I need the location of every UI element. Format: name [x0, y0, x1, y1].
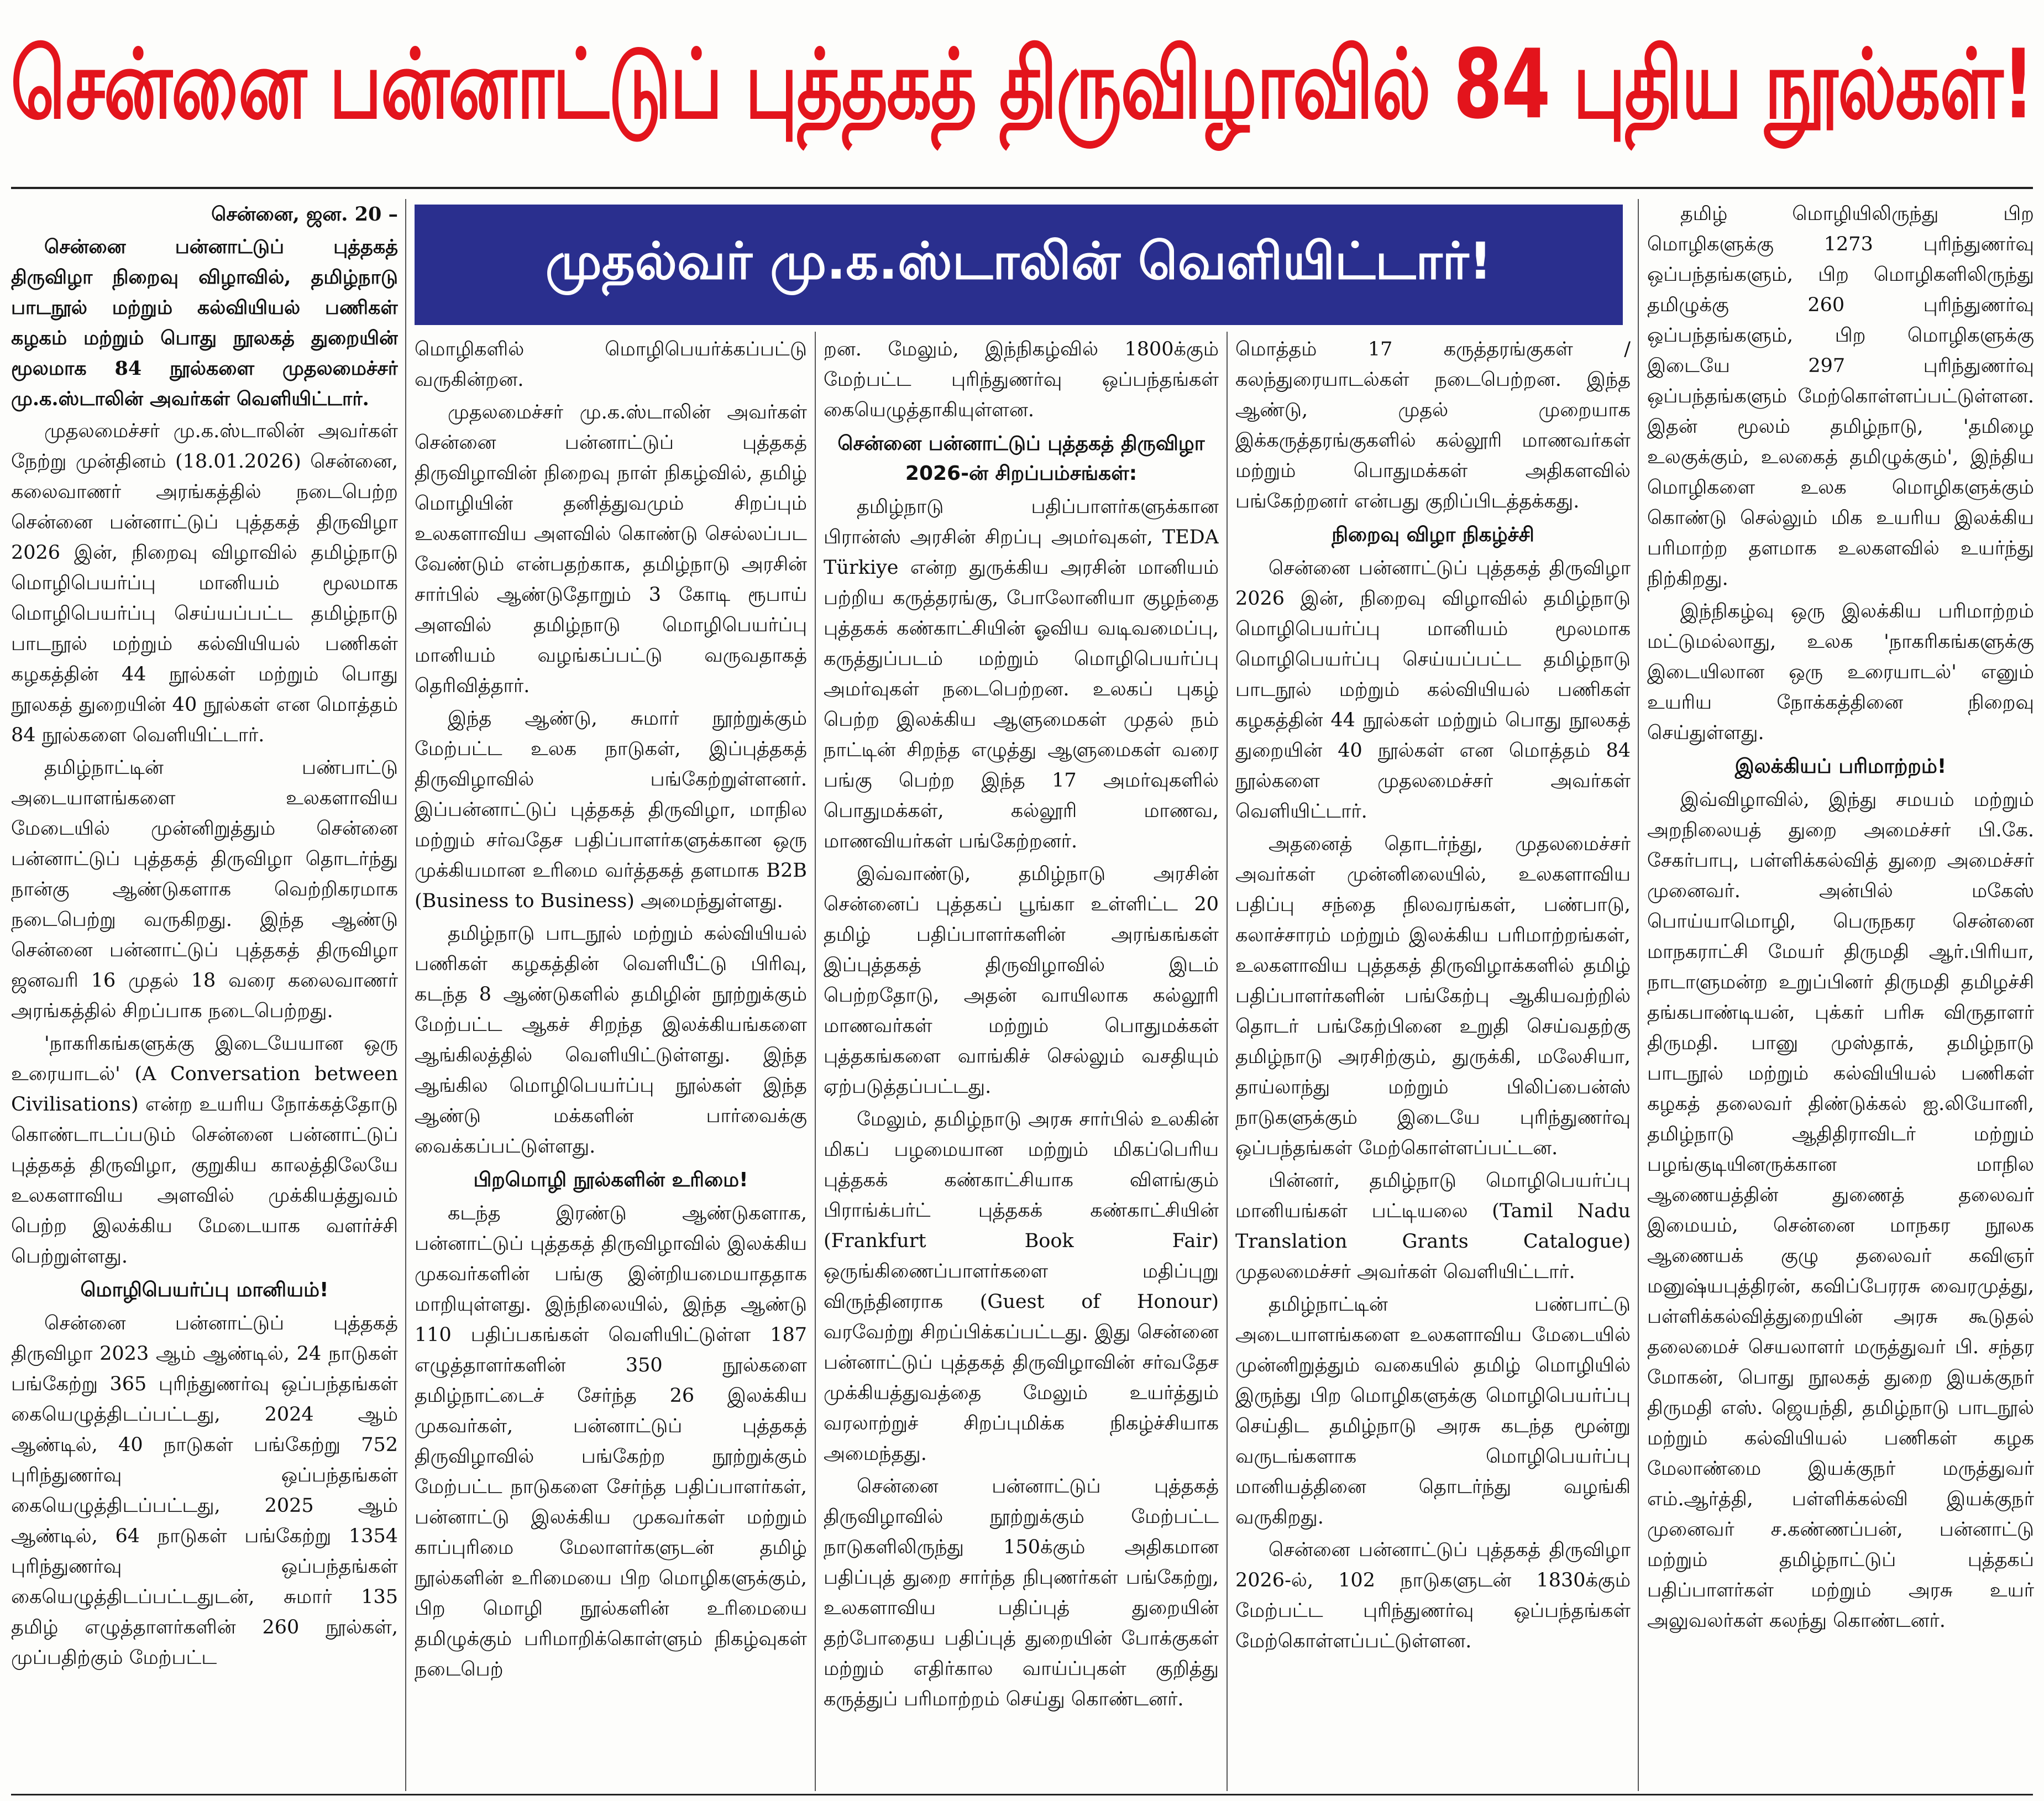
lead-paragraph: சென்னை பன்னாட்டுப் புத்தகத் திருவிழா நிறைவு விழாவில், தமிழ்நாடு பாடநூல் மற்றும் கல்வியியல் பணிகள் கழகம் மற்றும் பொது நூலகத் துறையின் மூலமாக 84 நூல்களை முதலமைச்சர் மு.க.ஸ்டாலின் அவர்கள் வெளியிட்டார். — [11, 235, 398, 410]
column-divider — [815, 332, 816, 1791]
column-2 — [415, 334, 807, 1791]
section-heading: சென்னை பன்னாட்டுப் புத்தகத் திருவிழா 2026-ன் சிறப்பம்சங்கள்: — [837, 432, 1205, 485]
column-1 — [11, 199, 398, 1791]
paragraph: சென்னை பன்னாட்டுப் புத்தகத் திருவிழா 2026-ல், 102 நாடுகளுடன் 1830க்கும் மேற்பட்ட புரிந்துணர்வு ஒப்பந்தங்கள் மேற்கொள்ளப்பட்டுள்ளன. — [1235, 1539, 1631, 1652]
subheadline-banner — [415, 205, 1623, 325]
section-heading: நிறைவு விழா நிகழ்ச்சி — [1332, 523, 1534, 546]
paragraph: சென்னை பன்னாட்டுப் புத்தகத் திருவிழா 2026 இன், நிறைவு விழாவில் தமிழ்நாடு மொழிபெயர்ப்பு மானியம் மூலமாக மொழிபெயர்ப்பு செய்யப்பட்ட தமிழ்நாடு பாடநூல் மற்றும் கல்வியியல் பணிகள் கழகத்தின் 44 நூல்கள் மற்றும் பொது நூலகத் துறையின் 40 நூல்கள் என மொத்தம் 84 நூல்களை முதலமைச்சர் அவர்கள் வெளியிட்டார். — [1235, 557, 1631, 823]
paragraph: சென்னை பன்னாட்டுப் புத்தகத் திருவிழாவில் நூற்றுக்கும் மேற்பட்ட நாடுகளிலிருந்து 150க்கும் அதிகமான பதிப்புத் துறை சார்ந்த நிபுணர்கள் பங்கேற்று, உலகளாவிய பதிப்புத் துறையின் தற்போதைய பதிப்புத் துறையின் போக்குகள் மற்றும் எதிர்கால வாய்ப்புகள் குறித்து கருத்துப் பரிமாற்றம் செய்து கொண்டனர். — [824, 1475, 1219, 1710]
paragraph: மொழிகளில் மொழிபெயர்க்கப்பட்டு வருகின்றன. — [415, 338, 807, 391]
headline: சென்னை பன்னாட்டுப் புத்தகத் திருவிழாவில் 84 புதிய நூல்கள்! — [11, 29, 2033, 141]
paragraph: இந்நிகழ்வு ஒரு இலக்கிய பரிமாற்றம் மட்டுமல்லாது, உலக 'நாகரிகங்களுக்கு இடையிலான ஒரு உரையாடல்' எனும் உயரிய நோக்கத்தினை நிறைவு செய்துள்ளது. — [1647, 600, 2034, 744]
paragraph: இவ்வாண்டு, தமிழ்நாடு அரசின் சென்னைப் புத்தகப் பூங்கா உள்ளிட்ட 20 தமிழ் பதிப்பாளர்களின் அரங்கங்கள் இப்புத்தகத் திருவிழாவில் இடம் பெற்றதோடு, அதன் வாயிலாக கல்லூரி மாணவர்கள் மற்றும் பொதுமக்கள் புத்தகங்களை வாங்கிச் செல்லும் வசதியும் ஏற்படுத்தப்பட்டது. — [824, 863, 1219, 1098]
section-heading: மொழிபெயர்ப்பு மானியம்! — [80, 1279, 329, 1301]
section-heading: பிறமொழி நூல்களின் உரிமை! — [473, 1169, 748, 1191]
paragraph: கடந்த இரண்டு ஆண்டுகளாக, பன்னாட்டுப் புத்தகத் திருவிழாவில் இலக்கிய முகவர்களின் பங்கு இன்றியமையாததாக மாறியுள்ளது. இந்நிலையில், இந்த ஆண்டு 110 பதிப்பகங்கள் வெளியிட்டுள்ள 187 எழுத்தாளர்களின் 350 நூல்களை தமிழ்நாட்டைச் சேர்ந்த 26 இலக்கிய முகவர்கள், பன்னாட்டுப் புத்தகத் திருவிழாவில் பங்கேற்ற நூற்றுக்கும் மேற்பட்ட நாடுகளை சேர்ந்த பதிப்பாளர்கள், பன்னாட்டு இலக்கிய முகவர்கள் மற்றும் காப்புரிமை மேலாளர்களுடன் தமிழ் நூல்களின் உரிமையை பிற மொழிகளுக்கும், பிற மொழி நூல்களின் உரிமையை தமிழுக்கும் பரிமாறிக்கொள்ளும் நிகழ்வுகள் நடைபெற் — [415, 1202, 807, 1680]
column-4 — [1235, 334, 1631, 1791]
paragraph: றன. மேலும், இந்நிகழ்வில் 1800க்கும் மேற்பட்ட புரிந்துணர்வு ஒப்பந்தங்கள் கையெழுத்தாகியுள்ளன. — [824, 338, 1219, 421]
paragraph: முதலமைச்சர் மு.க.ஸ்டாலின் அவர்கள் சென்னை பன்னாட்டுப் புத்தகத் திருவிழாவின் நிறைவு நாள் நிகழ்வில், தமிழ் மொழியின் தனித்துவமும் சிறப்பும் உலகளாவிய அளவில் கொண்டு செல்லப்பட வேண்டும் என்பதற்காக, தமிழ்நாடு அரசின் சார்பில் ஆண்டுதோறும் 3 கோடி ரூபாய் அளவில் தமிழ்நாடு மொழிபெயர்ப்பு மானியம் வழங்கப்பட்டு வருவதாகத் தெரிவித்தார். — [415, 401, 807, 697]
paragraph: மேலும், தமிழ்நாடு அரசு சார்பில் உலகின் மிகப் பழமையான மற்றும் மிகப்பெரிய புத்தகக் கண்காட்சியாக விளங்கும் பிராங்க்பர்ட் புத்தகக் கண்காட்சியின் (Frankfurt Book Fair) ஒருங்கிணைப்பாளர்களை மதிப்புறு விருந்தினராக (Guest of Honour) வரவேற்று சிறப்பிக்கப்பட்டது. இது சென்னை பன்னாட்டுப் புத்தகத் திருவிழாவின் சர்வதேச முக்கியத்துவத்தை மேலும் உயர்த்தும் வரலாற்றுச் சிறப்புமிக்க நிகழ்ச்சியாக அமைந்தது. — [824, 1108, 1219, 1465]
paragraph: சென்னை பன்னாட்டுப் புத்தகத் திருவிழா 2023 ஆம் ஆண்டில், 24 நாடுகள் பங்கேற்று 365 புரிந்துணர்வு ஒப்பந்தங்கள் கையெழுத்திடப்பட்டது, 2024 ஆம் ஆண்டில், 40 நாடுகள் பங்கேற்று 752 புரிந்துணர்வு ஒப்பந்தங்கள் கையெழுத்திடப்பட்டது, 2025 ஆம் ஆண்டில், 64 நாடுகள் பங்கேற்று 1354 புரிந்துணர்வு ஒப்பந்தங்கள் கையெழுத்திடப்பட்டதுடன், சுமார் 135 தமிழ் எழுத்தாளர்களின் 260 நூல்கள், முப்பதிற்கும் மேற்பட்ட — [11, 1312, 398, 1669]
paragraph: முதலமைச்சர் மு.க.ஸ்டாலின் அவர்கள் நேற்று முன்தினம் (18.01.2026) சென்னை, கலைவாணர் அரங்கத்தில் நடைபெற்ற சென்னை பன்னாட்டுப் புத்தகத் திருவிழா 2026 இன், நிறைவு விழாவில் தமிழ்நாடு மொழிபெயர்ப்பு மானியம் மூலமாக மொழிபெயர்ப்பு செய்யப்பட்ட தமிழ்நாடு பாடநூல் மற்றும் கல்வியியல் பணிகள் கழகத்தின் 44 நூல்கள் மற்றும் பொது நூலகத் துறையின் 40 நூல்கள் என மொத்தம் 84 நூல்களை வெளியிட்டார். — [11, 420, 398, 746]
paragraph: தமிழ் மொழியிலிருந்து பிற மொழிகளுக்கு 1273 புரிந்துணர்வு ஒப்பந்தங்களும், பிற மொழிகளிலிருந்து தமிழுக்கு 260 புரிந்துணர்வு ஒப்பந்தங்களும், பிற மொழிகளுக்கு இடையே 297 புரிந்துணர்வு ஒப்பந்தங்களும் மேற்கொள்ளப்பட்டுள்ளன. இதன் மூலம் தமிழ்நாடு, 'தமிழை உலகுக்கும், உலகைத் தமிழுக்கும்', இந்திய மொழிகளை உலக மொழிகளுக்கும் கொண்டு செல்லும் மிக உயரிய இலக்கிய பரிமாற்ற தளமாக உலகளவில் உயர்ந்து நிற்கிறது. — [1647, 203, 2034, 590]
paragraph: பின்னர், தமிழ்நாடு மொழிபெயர்ப்பு மானியங்கள் பட்டியலை (Tamil Nadu Translation Grants Catalogue) முதலமைச்சர் அவர்கள் வெளியிட்டார். — [1235, 1170, 1631, 1283]
paragraph: தமிழ்நாட்டின் பண்பாட்டு அடையாளங்களை உலகளாவிய மேடையில் முன்னிறுத்தும் வகையில் தமிழ் மொழியில் இருந்து பிற மொழிகளுக்கு மொழிபெயர்ப்பு செய்திட தமிழ்நாடு அரசு கடந்த மூன்று வருடங்களாக மொழிபெயர்ப்பு மானியத்தினை தொடர்ந்து வழங்கி வருகிறது. — [1235, 1294, 1631, 1528]
dateline: சென்னை, ஜன. 20 – — [211, 203, 398, 226]
section-heading: இலக்கியப் பரிமாற்றம்! — [1734, 755, 1947, 778]
bottom-divider — [11, 1794, 2033, 1795]
column-divider — [405, 199, 406, 1791]
paragraph: இவ்விழாவில், இந்து சமயம் மற்றும் அறநிலையத் துறை அமைச்சர் பி.கே. சேகர்பாபு, பள்ளிக்கல்வித் துறை அமைச்சர் முனைவர். அன்பில் மகேஸ் பொய்யாமொழி, பெருநகர சென்னை மாநகராட்சி மேயர் திருமதி ஆர்.பிரியா, நாடாளுமன்ற உறுப்பினர் திருமதி தமிழச்சி தங்கபாண்டியன், புக்கர் பரிசு விருதாளர் திருமதி. பானு முஸ்தாக், தமிழ்நாடு பாடநூல் மற்றும் கல்வியியல் பணிகள் கழகத் தலைவர் திண்டுக்கல் ஐ.லியோனி, தமிழ்நாடு ஆதிதிராவிடர் மற்றும் பழங்குடியினருக்கான மாநில ஆணையத்தின் துணைத் தலைவர் இமையம், சென்னை மாநகர நூலக ஆணையக் குழு தலைவர் கவிஞர் மனுஷ்யபுத்திரன், கவிப்பேரரசு வைரமுத்து, பள்ளிக்கல்வித்துறையின் அரசு கூடுதல் தலைமைச் செயலாளர் மருத்துவர் பி. சந்தர மோகன், பொது நூலகத் துறை இயக்குநர் திருமதி எஸ். ஜெயந்தி, தமிழ்நாடு பாடநூல் மற்றும் கல்வியியல் பணிகள் கழக மேலாண்மை இயக்குநர் மருத்துவர் எம்.ஆர்த்தி, பள்ளிக்கல்வி இயக்குநர் முனைவர் ச.கண்ணப்பன், பன்னாட்டு மற்றும் தமிழ்நாட்டுப் புத்தகப் பதிப்பாளர்கள் மற்றும் அரசு உயர் அலுவலர்கள் கலந்து கொண்டனர். — [1647, 789, 2034, 1632]
column-5 — [1647, 199, 2034, 1791]
column-divider — [1638, 199, 1639, 1791]
paragraph: இந்த ஆண்டு, சுமார் நூற்றுக்கும் மேற்பட்ட உலக நாடுகள், இப்புத்தகத் திருவிழாவில் பங்கேற்றுள்ளனர். இப்பன்னாட்டுப் புத்தகத் திருவிழா, மாநில மற்றும் சர்வதேச பதிப்பாளர்களுக்கான ஒரு முக்கியமான உரிமை வர்த்தகத் தளமாக B2B (Business to Business) அமைந்துள்ளது. — [415, 708, 807, 912]
paragraph: தமிழ்நாடு பாடநூல் மற்றும் கல்வியியல் பணிகள் கழகத்தின் வெளியீட்டு பிரிவு, கடந்த 8 ஆண்டுகளில் தமிழின் நூற்றுக்கும் மேற்பட்ட ஆகச் சிறந்த இலக்கியங்களை ஆங்கிலத்தில் வெளியிட்டுள்ளது. இந்த ஆங்கில மொழிபெயர்ப்பு நூல்கள் இந்த ஆண்டு மக்களின் பார்வைக்கு வைக்கப்பட்டுள்ளது. — [415, 923, 807, 1158]
column-divider — [1227, 332, 1228, 1791]
paragraph: அதனைத் தொடர்ந்து, முதலமைச்சர் அவர்கள் முன்னிலையில், உலகளாவிய பதிப்பு சந்தை நிலவரங்கள், பண்பாடு, கலாச்சாரம் மற்றும் இலக்கிய பரிமாற்றங்கள், உலகளாவிய புத்தகத் திருவிழாக்களில் தமிழ் பதிப்பாளர்களின் பங்கேற்பு ஆகியவற்றில் தொடர் பங்கேற்பினை உறுதி செய்வதற்கு தமிழ்நாடு அரசிற்கும், துருக்கி, மலேசியா, தாய்லாந்து மற்றும் பிலிப்பைன்ஸ் நாடுகளுக்கும் இடையே புரிந்துணர்வு ஒப்பந்தங்கள் மேற்கொள்ளப்பட்டன. — [1235, 833, 1631, 1159]
paragraph: மொத்தம் 17 கருத்தரங்குகள் / கலந்துரையாடல்கள் நடைபெற்றன. இந்த ஆண்டு, முதல் முறையாக இக்கருத்தரங்குகளில் கல்லூரி மாணவர்கள் மற்றும் பொதுமக்கள் அதிகளவில் பங்கேற்றனர் என்பது குறிப்பிடத்தக்கது. — [1235, 338, 1631, 512]
headline-divider — [11, 187, 2033, 189]
paragraph: தமிழ்நாட்டின் பண்பாட்டு அடையாளங்களை உலகளாவிய மேடையில் முன்னிறுத்தும் சென்னை பன்னாட்டுப் புத்தகத் திருவிழா தொடர்ந்து நான்கு ஆண்டுகளாக வெற்றிகரமாக நடைபெற்று வருகிறது. இந்த ஆண்டு சென்னை பன்னாட்டுப் புத்தகத் திருவிழா ஜனவரி 16 முதல் 18 வரை கலைவாணர் அரங்கத்தில் சிறப்பாக நடைபெற்றது. — [11, 757, 398, 1022]
column-3 — [824, 334, 1219, 1791]
paragraph: தமிழ்நாடு பதிப்பாளர்களுக்கான பிரான்ஸ் அரசின் சிறப்பு அமர்வுகள், TEDA Türkiye என்ற துருக்கிய அரசின் மானியம் பற்றிய கருத்தரங்கு, போலோனியா குழந்தை புத்தகக் கண்காட்சியின் ஓவிய வடிவமைப்பு, கருத்துப்படம் மற்றும் மொழிபெயர்ப்பு அமர்வுகள் நடைபெற்றன. உலகப் புகழ் பெற்ற இலக்கிய ஆளுமைகள் முதல் நம் நாட்டின் சிறந்த எழுத்து ஆளுமைகள் வரை பங்கு பெற்ற இந்த 17 அமர்வுகளில் பொதுமக்கள், கல்லூரி மாணவ, மாணவியர்கள் பங்கேற்றனர். — [824, 496, 1219, 852]
subheadline-text: முதல்வர் மு.க.ஸ்டாலின் வெளியிட்டார்! — [545, 232, 1492, 291]
paragraph: 'நாகரிகங்களுக்கு இடையேயான ஒரு உரையாடல்' (A Conversation between Civilisations) என்ற உயரிய நோக்கத்தோடு கொண்டாடப்படும் சென்னை பன்னாட்டுப் புத்தகத் திருவிழா, குறுகிய காலத்திலேயே உலகளாவிய அளவில் முக்கியத்துவம் பெற்ற இலக்கிய மேடையாக வளர்ச்சி பெற்றுள்ளது. — [11, 1033, 398, 1268]
